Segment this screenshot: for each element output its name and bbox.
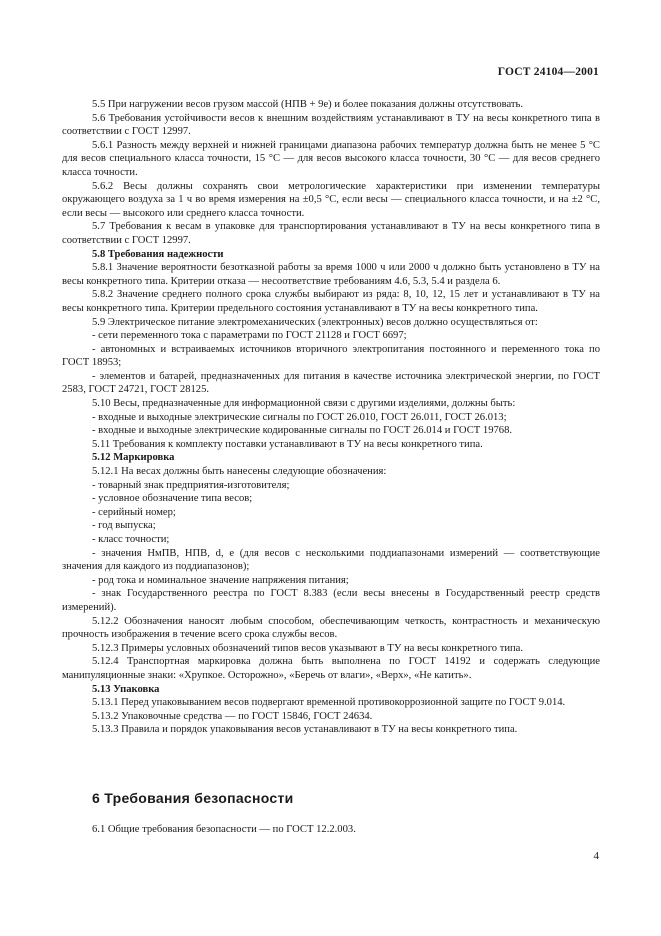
paragraph: 5.6.2 Весы должны сохранять свои метрологические характеристики при изменении температуры окружающего воздуха за 1 ч во время измерения на ±0,5 °С, если весы — специального класса точности, и на ±2 °С, если весы — высокого или среднего класса точности. — [62, 180, 600, 219]
paragraph: - класс точности; — [92, 534, 170, 545]
paragraph: 5.12.1 На весах должны быть нанесены следующие обозначения: — [92, 466, 387, 478]
paragraph: 5.10 Весы, предназначенные для информационной связи с другими изделиями, должны быть: — [92, 398, 516, 410]
paragraph: 5.7 Требования к весам в упаковке для транспортирования устанавливают в ТУ на весы конкретного типа в соответствии с ГОСТ 12997. — [62, 221, 600, 246]
section-heading: 5.12 Маркировка — [92, 452, 175, 464]
paragraph: 5.6 Требования устойчивости весов к внешним воздействиям устанавливают в ТУ на весы конкретного типа в соответствии с ГОСТ 12997. — [62, 112, 600, 138]
paragraph: - значения НмПВ, НПВ, d, e (для весов с несколькими поддиапазонами измерений — соответствующие значения для каждого из поддиапазонов); — [62, 547, 600, 573]
paragraph: 5.6.1 Разность между верхней и нижней границами диапазона рабочих температур должна быть не менее 5 °С для весов специального класса точности, 15 °С — для весов высокого класса точности, 30 °С — для весов среднего класса точности. — [62, 139, 600, 178]
paragraph: - род тока и номинальное значение напряжения питания; — [92, 574, 349, 586]
document-header: ГОСТ 24104—2001 — [497, 66, 599, 78]
paragraph: 5.12.2 Обозначения наносят любым способом, обеспечивающим четкость, контрастность и механическую прочность изображения в течение всего срока службы весов. — [62, 615, 600, 641]
paragraph: 5.5 При нагружении весов грузом массой (НПВ + 9e) и более показания должны отсутствовать. — [92, 99, 524, 110]
paragraph: - автономных и встраиваемых источников вторичного электропитания постоянного и переменного тока по ГОСТ 18953; — [62, 343, 600, 369]
section-6-paragraph: 6.1 Общие требования безопасности — по ГОСТ 12.2.003. — [92, 824, 356, 835]
section-6-title: 6 Требования безопасности — [92, 790, 294, 806]
paragraph: - знак Государственного реестра по ГОСТ 8.383 (если весы внесены в Государственный реестр средств измерений). — [62, 588, 600, 613]
paragraph: - входные и выходные электрические сигналы по ГОСТ 26.010, ГОСТ 26.011, ГОСТ 26.013; — [92, 411, 507, 423]
paragraph: 5.9 Электрическое питание электромеханических (электронных) весов должно осуществляться от: — [92, 316, 538, 328]
paragraph: - входные и выходные электрические кодированные сигналы по ГОСТ 26.014 и ГОСТ 19768. — [92, 425, 513, 437]
paragraph: 5.13.1 Перед упаковыванием весов подвергают временной противокоррозионной защите по ГОСТ 9.014. — [92, 697, 566, 709]
paragraph: 5.13.2 Упаковочные средства — по ГОСТ 15846, ГОСТ 24634. — [92, 710, 373, 722]
paragraph: - условное обозначение типа весов; — [92, 493, 253, 505]
document-body — [62, 98, 600, 737]
paragraph: - сети переменного тока с параметрами по ГОСТ 21128 и ГОСТ 6697; — [92, 330, 407, 342]
paragraph: - серийный номер; — [92, 506, 176, 518]
paragraph: 5.12.4 Транспортная маркировка должна быть выполнена по ГОСТ 14192 и содержать следующие манипуляционные знаки: «Хрупкое. Осторожно», «Беречь от влаги», «Верх», «Не катить». — [62, 656, 600, 681]
paragraph: 5.8.2 Значение среднего полного срока службы выбирают из ряда: 8, 10, 12, 15 лет и устанавливают в ТУ на весы конкретного типа. Критерии предельного состояния устанавливают в ТУ на весы конкретного типа. — [62, 289, 600, 314]
section-heading: 5.8 Требования надежности — [92, 248, 224, 260]
paragraph: - год выпуска; — [92, 520, 156, 532]
page-number: 4 — [593, 850, 599, 862]
paragraph: 5.11 Требования к комплекту поставки устанавливают в ТУ на весы конкретного типа. — [92, 438, 483, 450]
paragraph: 5.8.1 Значение вероятности безотказной работы за время 1000 ч или 2000 ч должно быть установлено в ТУ на весы конкретного типа. Критерии отказа — несоответствие требованиям 4.6, 5.3, 5.4 и раздела 6. — [62, 262, 600, 287]
section-heading: 5.13 Упаковка — [92, 683, 160, 695]
paragraph: - элементов и батарей, предназначенных для питания в качестве источника электрической энергии, по ГОСТ 2583, ГОСТ 24721, ГОСТ 28125. — [62, 370, 600, 396]
paragraph: 5.13.3 Правила и порядок упаковывания весов устанавливают в ТУ на весы конкретного типа. — [92, 724, 518, 736]
paragraph: - товарный знак предприятия-изготовителя; — [92, 479, 290, 491]
paragraph: 5.12.3 Примеры условных обозначений типов весов указывают в ТУ на весы конкретного типа. — [92, 642, 524, 654]
